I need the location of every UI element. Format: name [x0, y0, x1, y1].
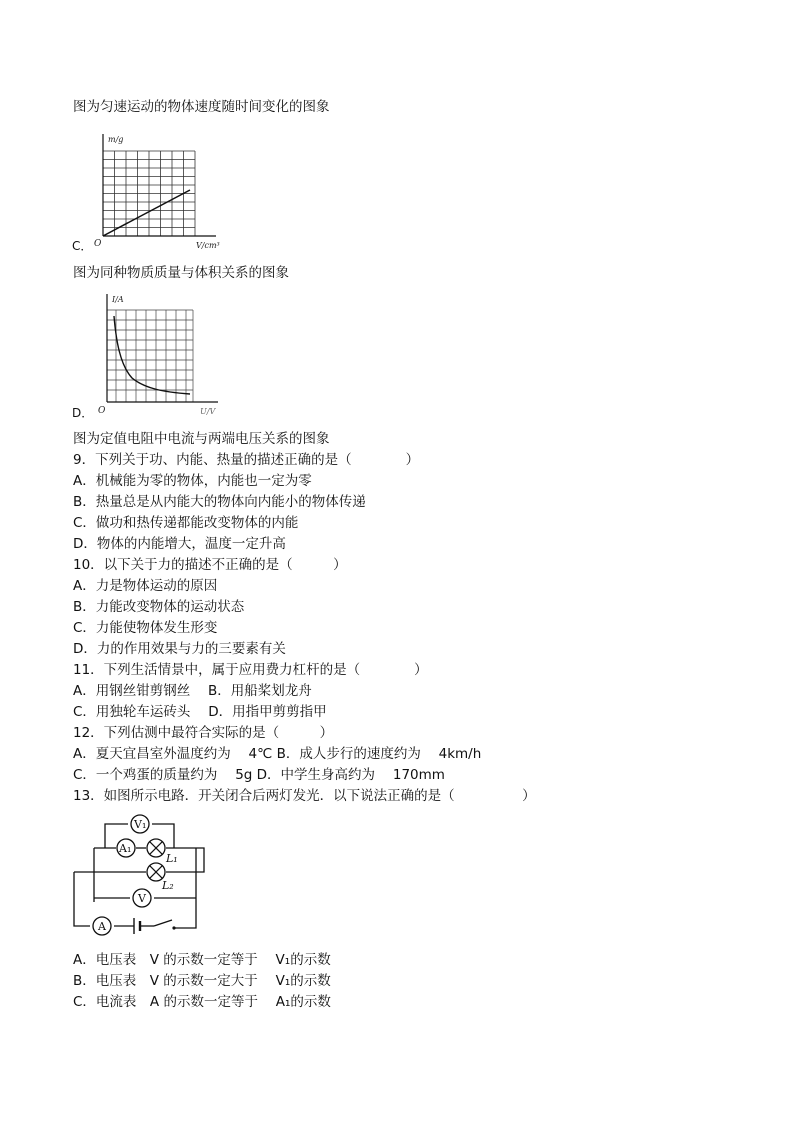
lamp-l1-icon — [147, 839, 165, 857]
q10-option-b: B．力能改变物体的运动状态 — [73, 599, 245, 615]
q13-option-b: B．电压表 V 的示数一定大于 V₁的示数 — [73, 973, 331, 989]
voltmeter-v-label: V — [138, 892, 146, 905]
graph-c-origin: O — [94, 239, 102, 249]
graph-c-y-label: m/g — [108, 135, 124, 144]
option-d-letter: D． — [72, 406, 94, 418]
ammeter-a-label: A — [98, 920, 106, 933]
q9-option-d: D．物体的内能增大，温度一定升高 — [73, 536, 286, 552]
caption-2: 图为同种物质质量与体积关系的图象 — [73, 265, 289, 281]
graph-d-origin: O — [98, 406, 106, 416]
graph-c-grid — [103, 151, 195, 236]
graph-d-image — [70, 290, 230, 418]
q9-stem: 9．下列关于功、内能、热量的描述正确的是（ ） — [73, 452, 420, 468]
q10-option-c: C．力能使物体发生形变 — [73, 620, 218, 636]
graph-d-y-label: I/A — [112, 295, 124, 304]
q10-option-d: D．力的作用效果与力的三要素有关 — [73, 641, 286, 657]
ammeter-a1-label: A₁ — [119, 842, 132, 855]
graph-c-x-label: V/cm³ — [196, 241, 220, 250]
q9-option-b: B．热量总是从内能大的物体向内能小的物体传递 — [73, 494, 366, 510]
q9-option-a: A．机械能为零的物体，内能也一定为零 — [73, 473, 312, 489]
q13-stem: 13．如图所示电路．开关闭合后两灯发光．以下说法正确的是（ ） — [73, 788, 536, 804]
q11-stem: 11．下列生活情景中，属于应用费力杠杆的是（ ） — [73, 662, 428, 678]
caption-3: 图为定值电阻中电流与两端电压关系的图象 — [73, 431, 330, 447]
lamp-l1-label: L₁ — [166, 852, 178, 865]
voltmeter-v1-label: V₁ — [134, 818, 147, 831]
q10-stem: 10．以下关于力的描述不正确的是（ ） — [73, 557, 347, 573]
circuit-diagram — [68, 812, 218, 944]
q10-option-a: A．力是物体运动的原因 — [73, 578, 218, 594]
graph-d-x-label: U/V — [200, 407, 216, 416]
graph-c-line — [103, 190, 190, 236]
lamp-l2-label: L₂ — [162, 879, 174, 892]
q12-options-ab: A．夏天宜昌室外温度约为 4℃ B．成人步行的速度约为 4km/h — [73, 746, 482, 762]
graph-d-curve — [114, 316, 190, 394]
q11-options-cd: C．用独轮车运砖头 D．用指甲剪剪指甲 — [73, 704, 327, 720]
q13-option-c: C．电流表 A 的示数一定等于 A₁的示数 — [73, 994, 331, 1010]
graph-c-image — [70, 126, 230, 252]
q12-stem: 12．下列估测中最符合实际的是（ ） — [73, 725, 334, 741]
q12-options-cd: C．一个鸡蛋的质量约为 5g D．中学生身高约为 170mm — [73, 767, 445, 783]
q11-options-ab: A．用钢丝钳剪钢丝 B．用船桨划龙舟 — [73, 683, 312, 699]
option-c-letter: C． — [72, 239, 93, 252]
q13-option-a: A．电压表 V 的示数一定等于 V₁的示数 — [73, 952, 331, 968]
caption-1: 图为匀速运动的物体速度随时间变化的图象 — [73, 99, 330, 115]
q9-option-c: C．做功和热传递都能改变物体的内能 — [73, 515, 299, 531]
